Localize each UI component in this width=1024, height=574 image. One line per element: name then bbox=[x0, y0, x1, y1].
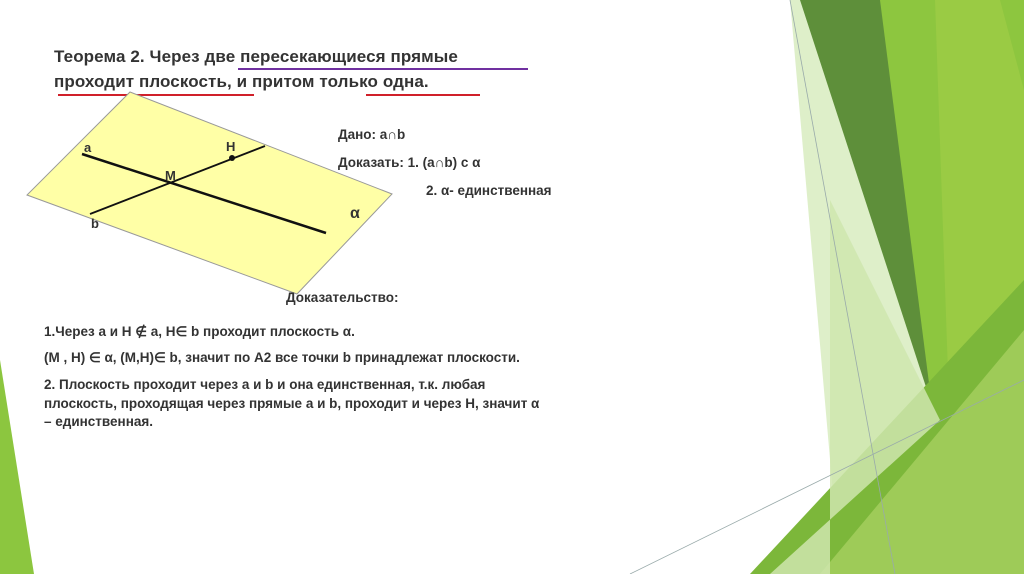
given-dano: Дано: a∩b bbox=[338, 127, 406, 142]
theorem-title-line2: проходит плоскость, и притом только одна. bbox=[54, 72, 429, 91]
given-dokazat: Доказать: 1. (a∩b) c α bbox=[338, 155, 481, 170]
proof-line2: (M , H) ∈ α, (M,H)∈ b, значит по А2 все точки b принадлежат плоскости. bbox=[44, 350, 520, 365]
label-a: a bbox=[84, 140, 92, 155]
proof-line1: 1.Через a и H ∉ a, H∈ b проходит плоскость α. bbox=[44, 324, 355, 339]
theorem-title-line1: Теорема 2. Через две пересекающиеся прямые bbox=[54, 47, 458, 66]
label-b: b bbox=[91, 216, 99, 231]
proof-line5: – единственная. bbox=[44, 414, 153, 429]
proof-line3: 2. Плоскость проходит через a и b и она единственная, т.к. любая bbox=[44, 377, 486, 392]
point-H bbox=[229, 155, 235, 161]
label-M: M bbox=[165, 168, 176, 183]
label-H: H bbox=[226, 139, 236, 154]
label-alpha: α bbox=[350, 205, 360, 222]
left-green-sliver bbox=[0, 360, 34, 574]
proof-line4: плоскость, проходящая через прямые a и b, проходит и через H, значит α bbox=[44, 396, 540, 411]
plane-alpha bbox=[27, 92, 392, 294]
given-item2: 2. α- единственная bbox=[426, 183, 552, 198]
proof-heading: Доказательство: bbox=[286, 290, 399, 305]
